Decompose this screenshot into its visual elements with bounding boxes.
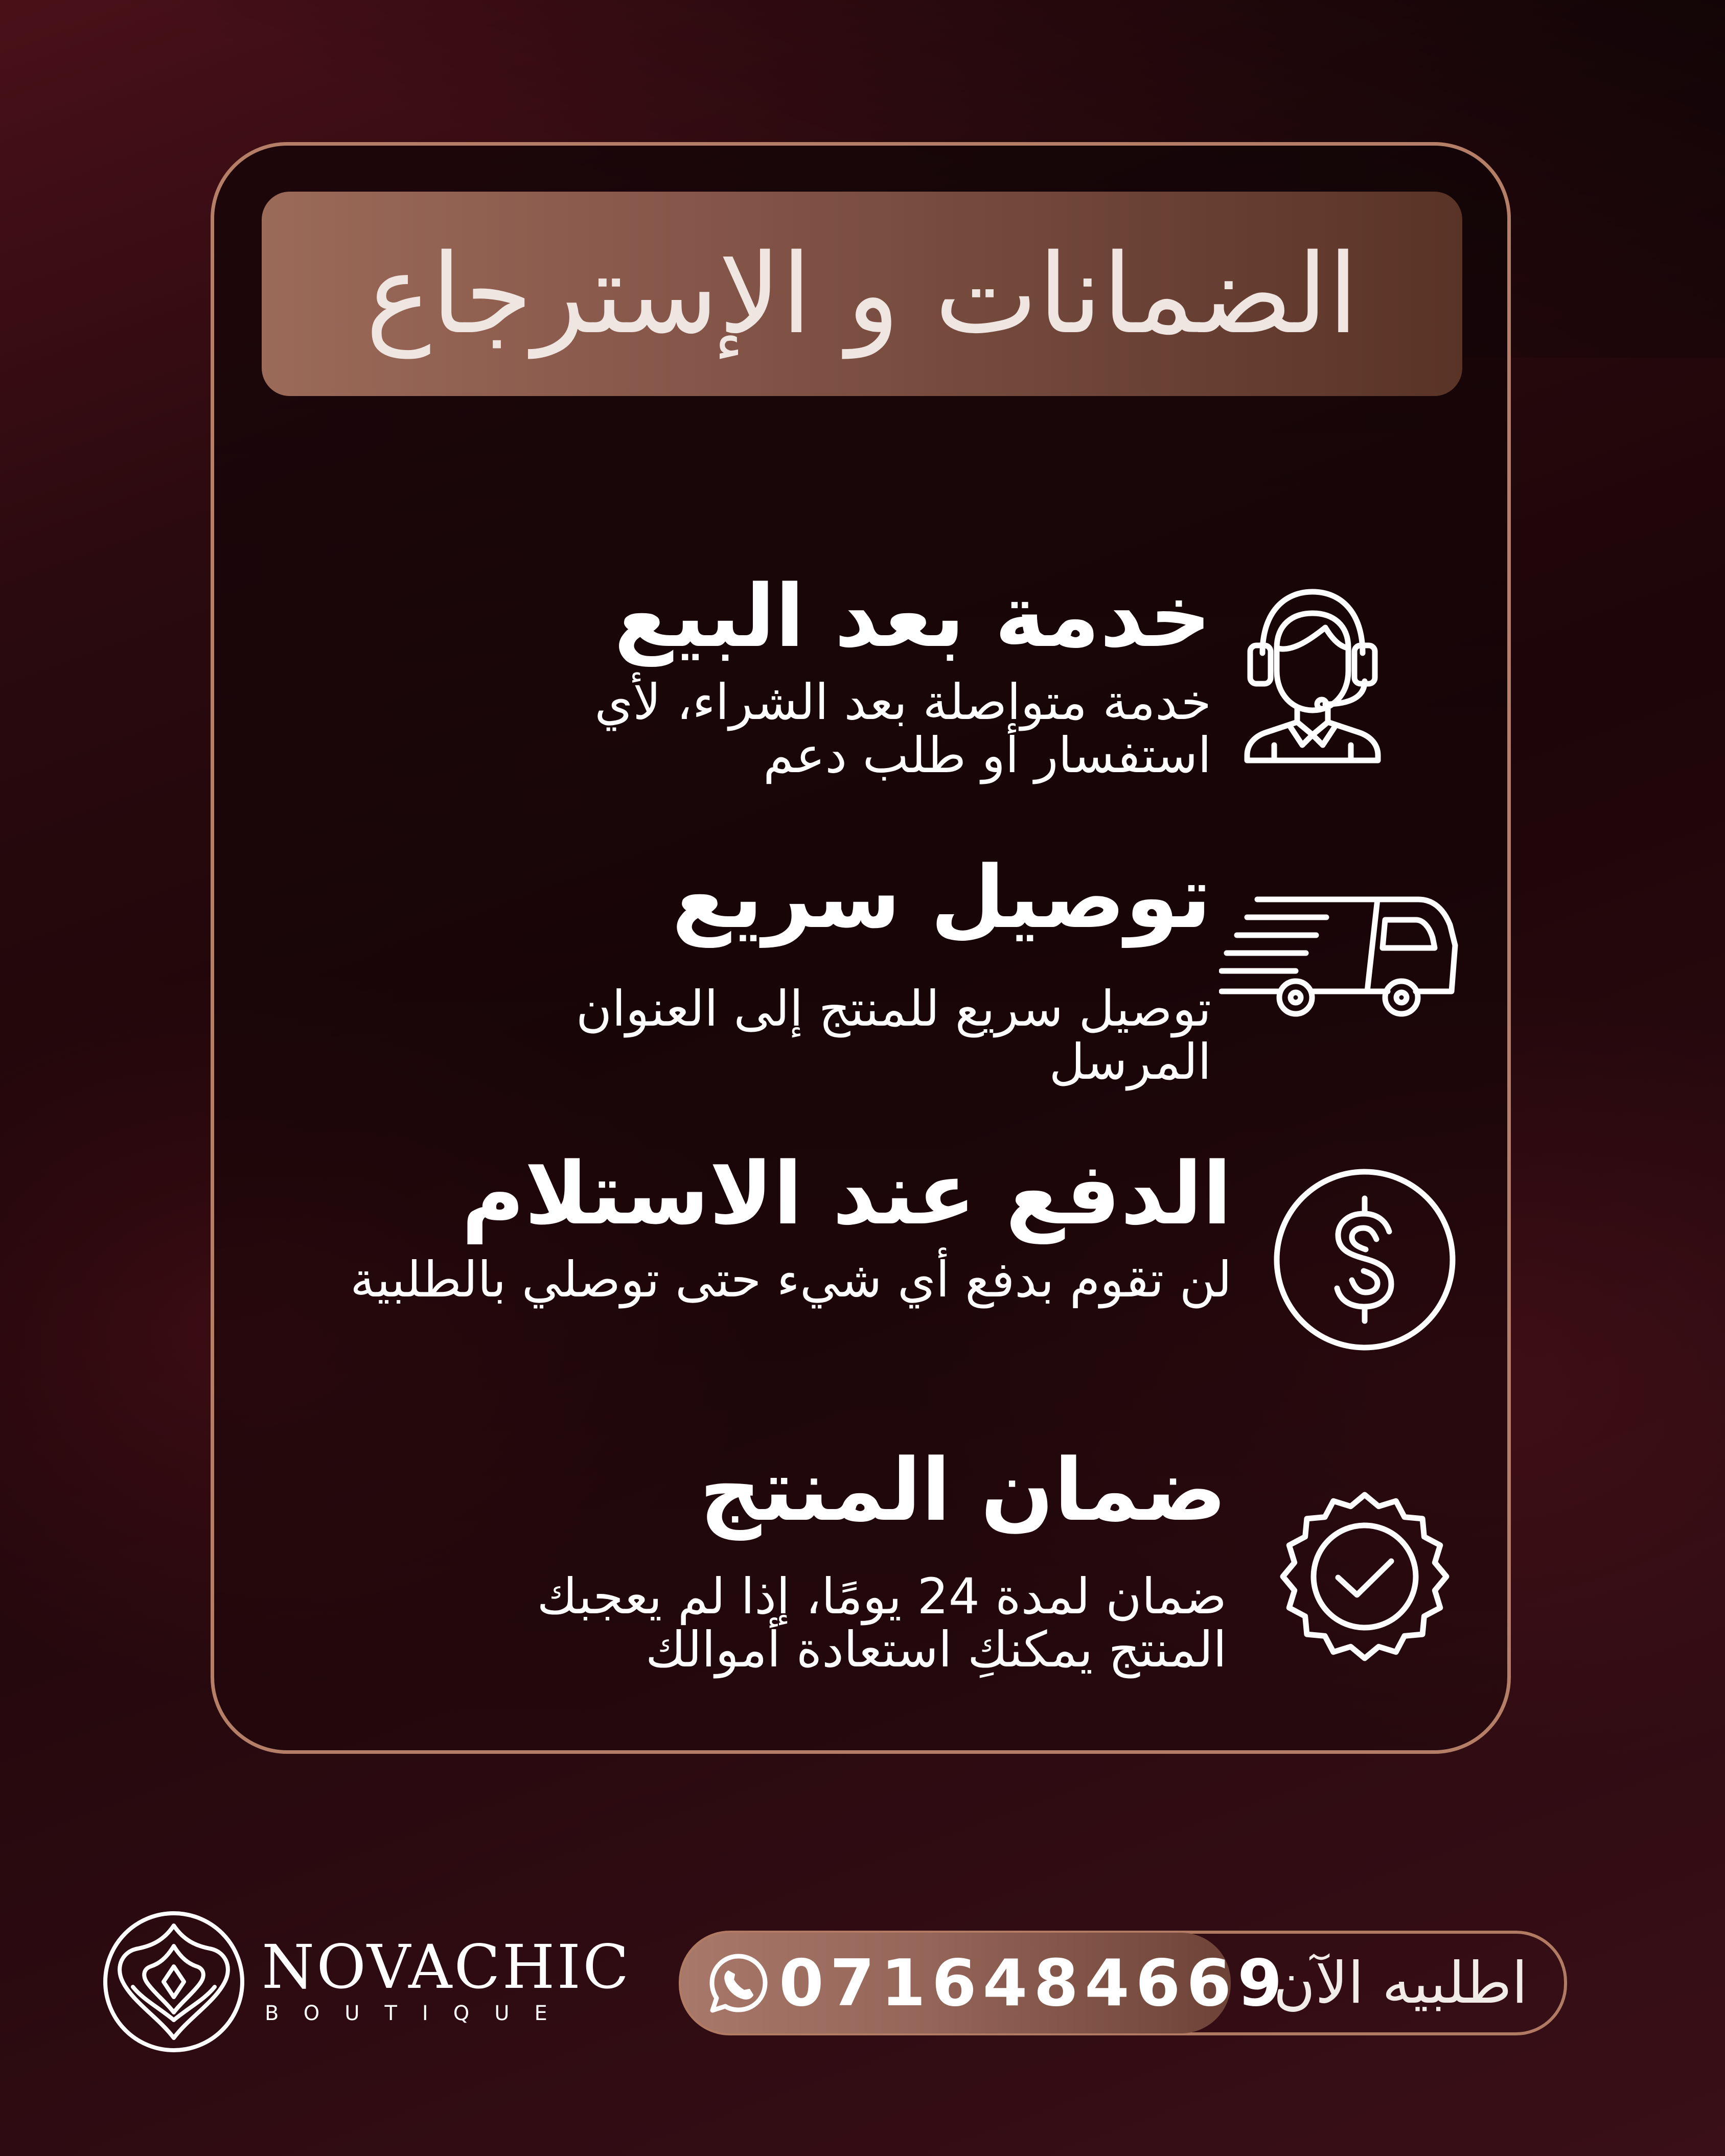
brand-logo-icon — [102, 1910, 245, 2053]
feature-description: ضمان لمدة 24 يومًا، إذا لم يعجبك المنتج يمكنكِ استعادة أموالك — [537, 1568, 1227, 1678]
feature-description: خدمة متواصلة بعد الشراء، لأي استفسار أو طلب دعم — [594, 674, 1211, 784]
order-now-label[interactable]: اطلبيه الآن — [1273, 1950, 1528, 2016]
customer-support-headset-icon — [1236, 576, 1389, 766]
phone-number: 0716484669 — [779, 1945, 1289, 2021]
fast-delivery-truck-icon — [1219, 889, 1459, 1032]
whatsapp-icon — [705, 1950, 772, 2016]
feature-description: لن تقوم بدفع أي شيء حتى توصلي بالطلبية — [350, 1251, 1232, 1309]
feature-fast-delivery — [440, 848, 1211, 1089]
feature-title: خدمة بعد البيع — [614, 566, 1211, 666]
brand-subtitle: BOUTIQUE — [265, 2002, 572, 2025]
quality-badge-check-icon — [1278, 1490, 1452, 1663]
feature-description: توصيل سريع للمنتج إلى العنوان المرسل — [576, 980, 1211, 1091]
feature-title: توصيل سريع — [672, 847, 1211, 947]
feature-product-guarantee — [409, 1441, 1227, 1677]
feature-after-sales — [460, 567, 1211, 782]
feature-cash-on-delivery — [348, 1145, 1232, 1307]
dollar-coin-icon — [1273, 1168, 1457, 1352]
feature-title: الدفع عند الاستلام — [462, 1144, 1232, 1244]
title-banner — [262, 192, 1462, 396]
feature-title: ضمان المنتج — [699, 1440, 1227, 1540]
page-title: الضمانات و الإسترجاع — [365, 229, 1359, 358]
phone-contact[interactable] — [681, 1933, 1289, 2033]
brand-name: NOVACHIC — [262, 1932, 631, 2002]
